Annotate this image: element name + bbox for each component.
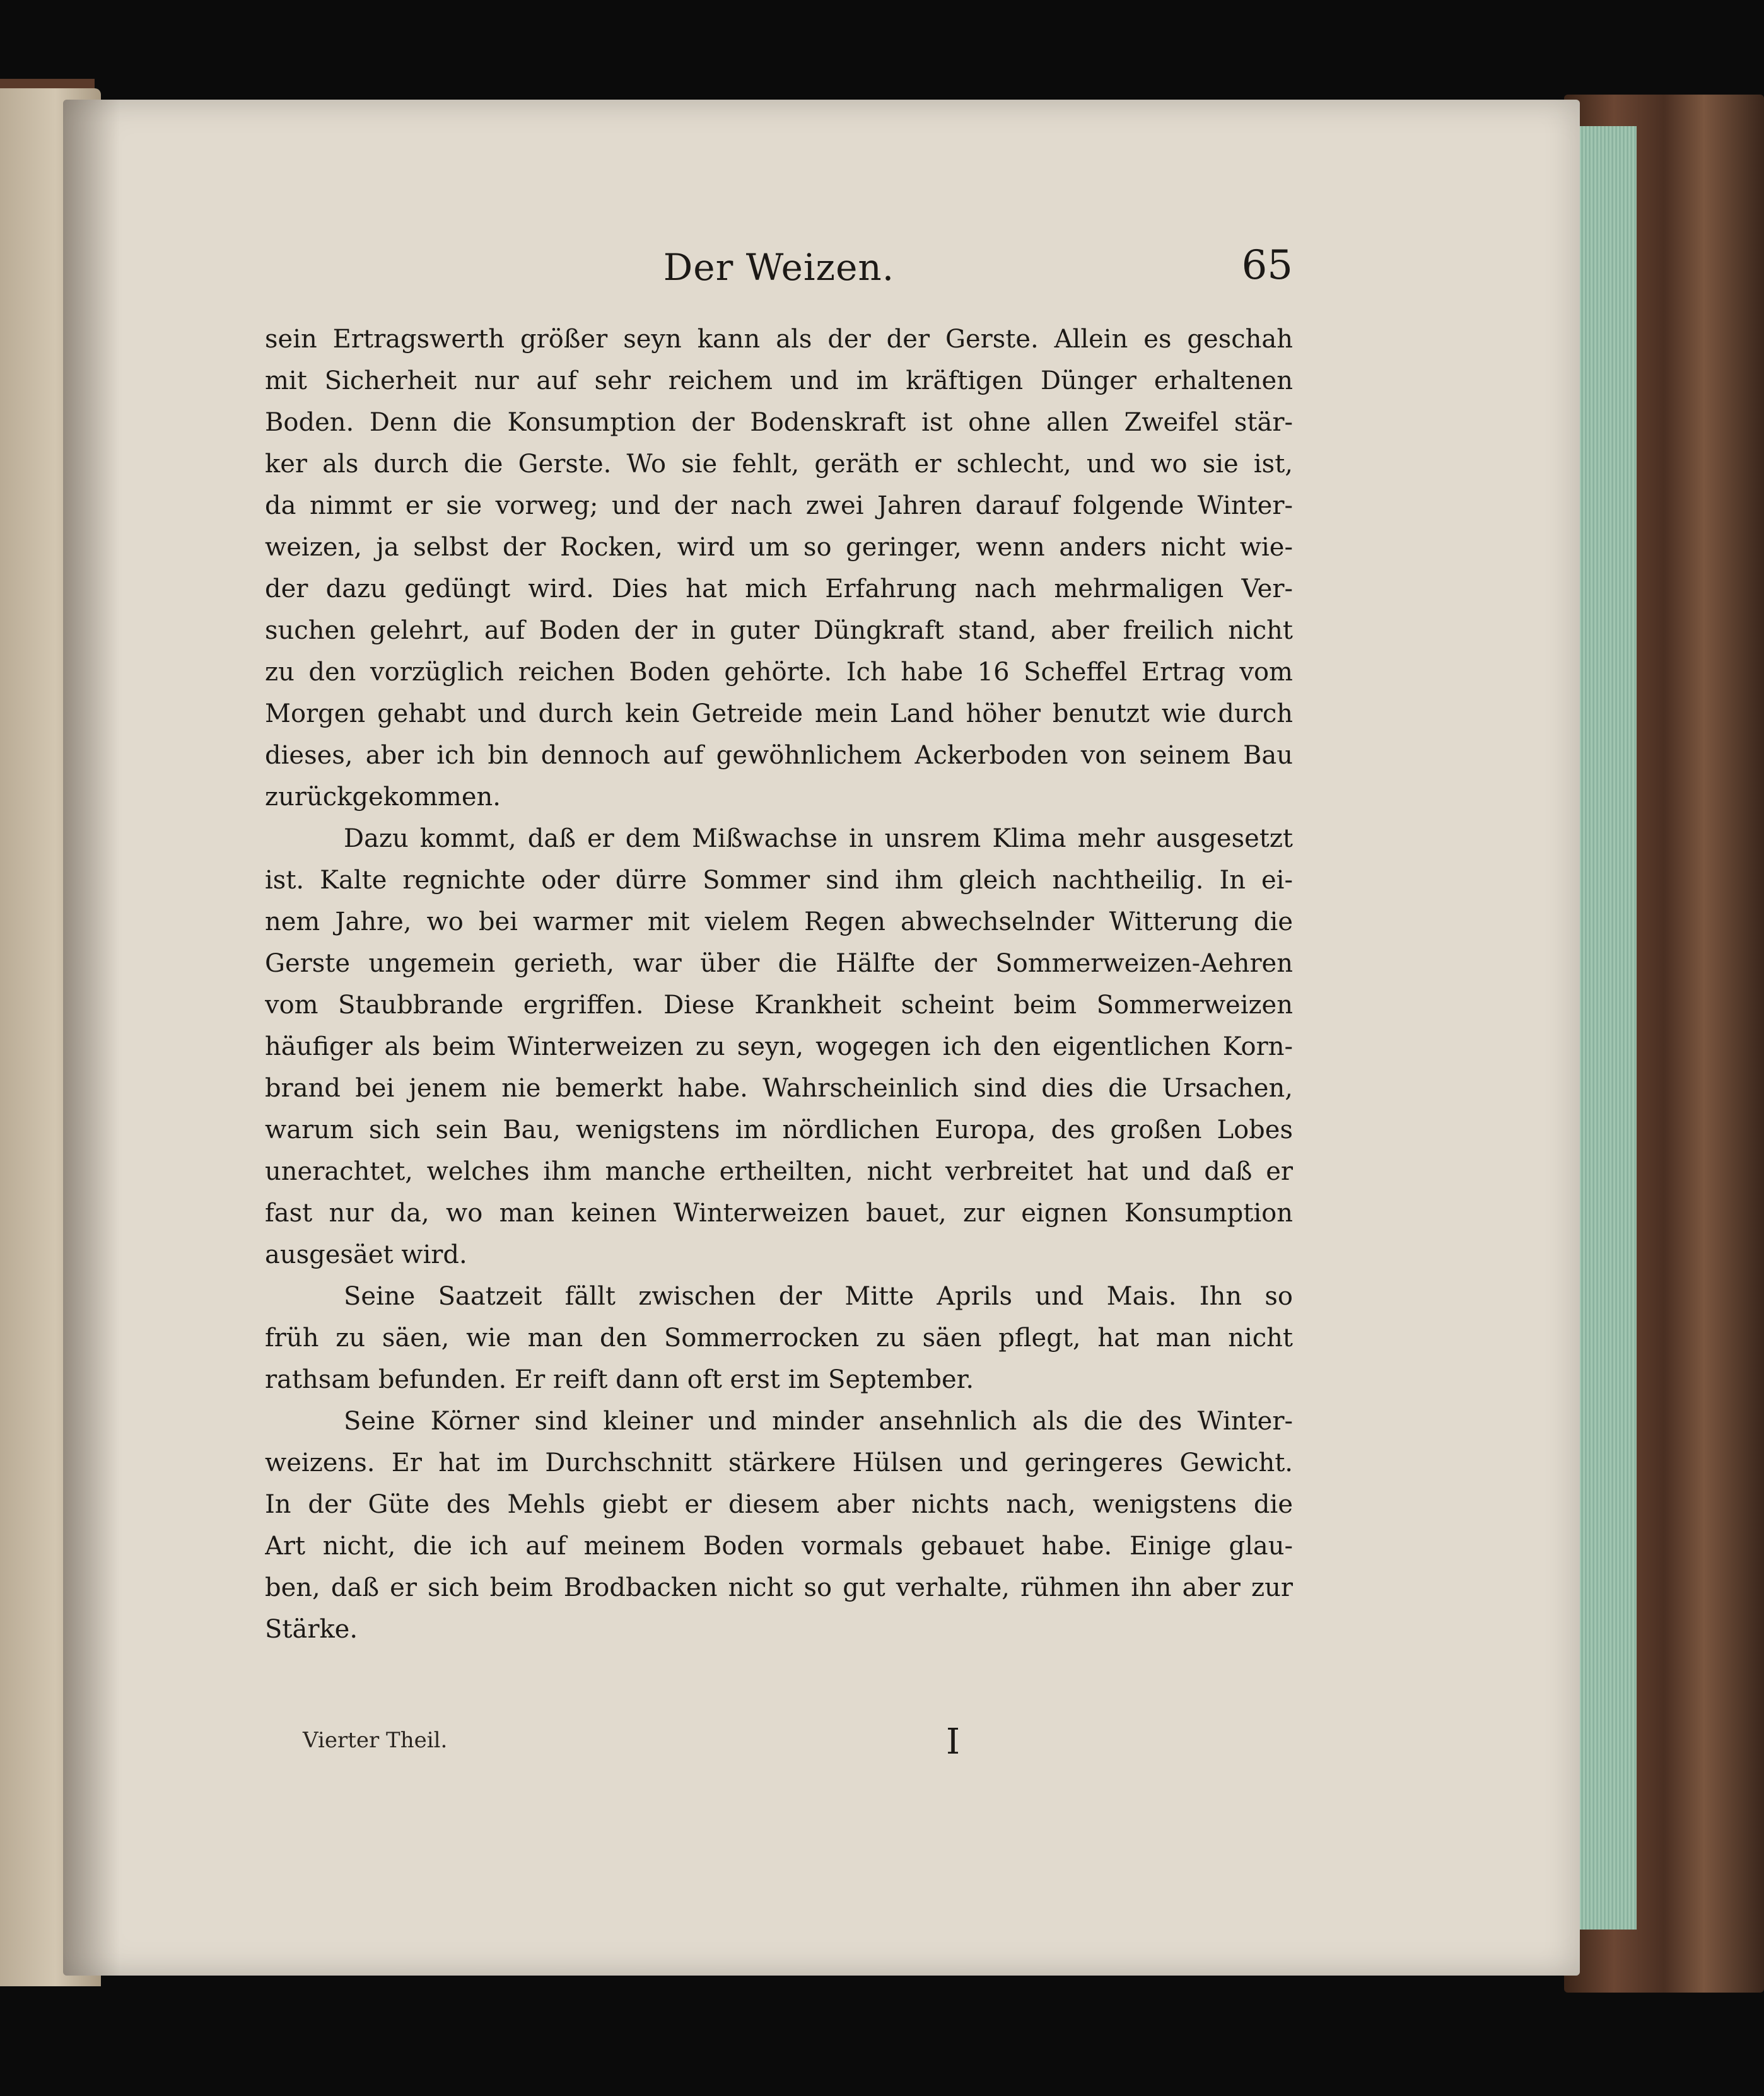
text-line: suchen gelehrt, auf Boden der in guter Düngkraft stand, aber freilich nicht [265,616,1293,645]
text-line: ausgesäet wird. [265,1240,467,1269]
volume-note: Vierter Theil. [303,1728,448,1753]
text-line: fast nur da, wo man keinen Winterweizen bauet, zur eignen Konsumption [265,1199,1293,1228]
text-line: der dazu gedüngt wird. Dies hat mich Erfahrung nach mehrmaligen Ver- [265,574,1293,603]
text-line: brand bei jenem nie bemerkt habe. Wahrscheinlich sind dies die Ursachen, [265,1074,1293,1103]
text-line: unerachtet, welches ihm manche ertheilten, nicht verbreitet hat und daß er [265,1157,1293,1186]
text-line: ist. Kalte regnichte oder dürre Sommer sind ihm gleich nachtheilig. In ei- [265,866,1293,895]
text-line: In der Güte des Mehls giebt er diesem aber nichts nach, wenigstens die [265,1490,1293,1519]
text-line: Stärke. [265,1615,358,1644]
text-line: vom Staubbrande ergriffen. Diese Krankheit scheint beim Sommerweizen [265,991,1293,1020]
text-line: rathsam befunden. Er reift dann oft erst im September. [265,1365,974,1394]
text-line: Morgen gehabt und durch kein Getreide mein Land höher benutzt wie durch [265,699,1293,728]
text-line: Dazu kommt, daß er dem Mißwachse in unsrem Klima mehr ausgesetzt [344,824,1293,853]
text-line: weizen, ja selbst der Rocken, wird um so geringer, wenn anders nicht wie- [265,533,1293,562]
signature-mark: I [946,1721,961,1762]
text-line: ker als durch die Gerste. Wo sie fehlt, geräth er schlecht, und wo sie ist, [265,450,1293,479]
page-footer [303,1721,1312,1772]
text-line: zurückgekommen. [265,783,501,812]
body-text [265,318,1293,1725]
running-head [265,242,1293,315]
text-line: warum sich sein Bau, wenigstens im nördlichen Europa, des großen Lobes [265,1115,1293,1144]
text-line: Seine Saatzeit fällt zwischen der Mitte Aprils und Mais. Ihn so [344,1282,1293,1311]
text-line: Gerste ungemein gerieth, war über die Hälfte der Sommerweizen-Aehren [265,949,1293,978]
gutter-shadow [63,100,120,1976]
text-line: nem Jahre, wo bei warmer mit vielem Regen abwechselnder Witterung die [265,907,1293,936]
text-line: ben, daß er sich beim Brodbacken nicht so gut verhalte, rühmen ihn aber zur [265,1573,1293,1602]
text-line: Boden. Denn die Konsumption der Bodenskraft ist ohne allen Zweifel stär- [265,408,1293,437]
text-line: früh zu säen, wie man den Sommerrocken zu säen pflegt, hat man nicht [265,1324,1293,1353]
text-line: da nimmt er sie vorweg; und der nach zwei Jahren darauf folgende Winter- [265,491,1293,520]
text-line: häufiger als beim Winterweizen zu seyn, wogegen ich den eigentlichen Korn- [265,1032,1293,1061]
page-title: Der Weizen. [663,246,895,289]
text-line: dieses, aber ich bin dennoch auf gewöhnlichem Ackerboden von seinem Bau [265,741,1293,770]
text-line: Art nicht, die ich auf meinem Boden vormals gebauet habe. Einige glau- [265,1532,1293,1561]
page-number: 65 [1241,242,1293,289]
text-line: Seine Körner sind kleiner und minder ansehnlich als die des Winter- [344,1407,1293,1436]
text-line: sein Ertragswerth größer seyn kann als der der Gerste. Allein es geschah [265,325,1293,354]
text-line: zu den vorzüglich reichen Boden gehörte. Ich habe 16 Scheffel Ertrag vom [265,658,1293,687]
text-line: weizens. Er hat im Durchschnitt stärkere Hülsen und geringeres Gewicht. [265,1448,1293,1477]
text-line: mit Sicherheit nur auf sehr reichem und im kräftigen Dünger erhaltenen [265,366,1293,395]
